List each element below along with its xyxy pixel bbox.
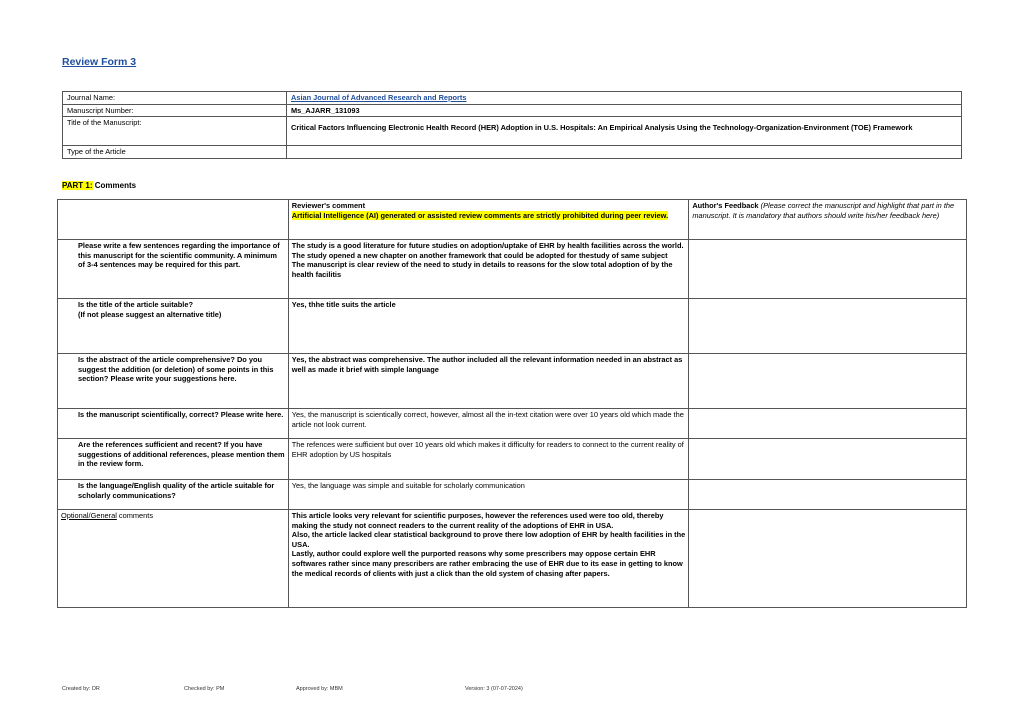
author-feedback-cell[interactable] [689,299,967,354]
journal-name-value[interactable] [287,92,962,105]
comment-line: The study is a good literature for future studies on adoption/uptake of EHR by health facilities across the world. [291,241,684,250]
footer-approved-by: Approved by: MBM [296,686,343,692]
part-label: PART 1: [62,181,93,190]
question-cell: Please write a few sentences regarding the importance of this manuscript for the scientific community. A minimum of 3-4 sentences may be required for this part. [58,240,289,299]
table-row [63,146,962,159]
author-feedback-title: Author's Feedback [692,201,759,210]
table-row [58,354,967,409]
journal-link[interactable]: Asian Journal of Advanced Research and Reports [291,93,467,102]
part-heading [62,181,136,190]
table-row [58,299,967,354]
table-row [58,240,967,299]
footer-version: Version: 3 (07-07-2024) [465,686,523,692]
author-feedback-cell[interactable] [689,409,967,439]
question-cell: Is the manuscript scientifically, correct? Please write here. [58,409,289,439]
author-header-cell [689,200,967,240]
optional-comments-label-cell [58,510,289,608]
comment-line: Also, the article lacked clear statistical background to prove there low adoption of EHR by health facilities in the USA. [291,530,686,549]
article-type-value [287,146,962,159]
page-title: Review Form 3 [62,56,137,68]
reviewer-comment-cell[interactable] [288,240,689,299]
reviewer-comment-title: Reviewer's comment [291,201,366,210]
comment-line: The manuscript is clear review of the need to study in details to reasons for the slow total adoption of by the health facilitis [291,260,673,279]
comments-table [57,199,967,608]
comment-line: The study opened a new chapter on another framework that could be adopted for thestudy of same subject [291,250,668,260]
question-cell: Are the references sufficient and recent? If you have suggestions of additional references, please mention them in the review form. [58,439,289,480]
empty-header-cell [58,200,289,240]
comment-line: Lastly, author could explore well the purported reasons why some prescribers may oppose certain EHR softwares rather since many prescribers are rather embracing the use of EHR due to its ease in getting to know the medical records of clients with just a click than the old system of chasing after papers. [291,549,683,578]
manuscript-number-value: Ms_AJARR_131093 [287,104,962,117]
author-feedback-cell[interactable] [689,439,967,480]
question-line: Is the title of the article suitable? [78,300,193,309]
footer-checked-by: Checked by: PM [184,686,225,692]
question-line: (If not please suggest an alternative title) [78,309,222,319]
table-header-row [58,200,967,240]
manuscript-title-label: Title of the Manuscript: [63,117,287,146]
reviewer-comment-cell[interactable]: The refences were sufficient but over 10 years old which makes it difficulty for readers to connect to the current reality of EHR adoption by US hospitals [288,439,689,480]
reviewer-comment-cell[interactable]: Yes, thhe title suits the article [288,299,689,354]
manuscript-number-label: Manuscript Number: [63,104,287,117]
footer-created-by: Created by: DR [62,686,100,692]
table-row [63,104,962,117]
ai-warning-text: Artificial Intelligence (AI) generated or assisted review comments are strictly prohibited during peer review. [291,210,669,220]
author-feedback-cell[interactable] [689,480,967,510]
table-row [58,480,967,510]
question-cell: Is the language/English quality of the article suitable for scholarly communications? [58,480,289,510]
manuscript-info-table [62,91,962,159]
reviewer-header-cell [288,200,689,240]
author-feedback-cell[interactable] [689,354,967,409]
table-row [63,92,962,105]
reviewer-comment-cell[interactable]: Yes, the abstract was comprehensive. The author included all the relevant information needed in an abstract as well as made it brief with simple language [288,354,689,409]
comment-line: This article looks very relevant for scientific purposes, however the references used were too old, thereby making the study not connect readers to the current reality of the adoptions of EHR in USA. [291,511,664,530]
author-feedback-cell[interactable] [689,240,967,299]
table-row [63,117,962,146]
comments-label: comments [116,511,154,520]
reviewer-comment-cell[interactable]: Yes, the language was simple and suitable for scholarly communication [288,480,689,510]
part-title: Comments [94,181,137,190]
article-type-label: Type of the Article [63,146,287,159]
question-cell [58,299,289,354]
table-row [58,510,967,608]
reviewer-comment-cell[interactable]: Yes, the manuscript is scientically correct, however, almost all the in-text citation were over 10 years old which made the article not look current. [288,409,689,439]
table-row [58,439,967,480]
author-feedback-note: (Please correct the manuscript and highlight that part in the manuscript. It is mandatory that authors should write his/her feedback here) [692,201,955,220]
optional-comment-cell[interactable] [288,510,689,608]
author-feedback-cell[interactable] [689,510,967,608]
journal-name-label: Journal Name: [63,92,287,105]
question-cell: Is the abstract of the article comprehensive? Do you suggest the addition (or deletion) of some points in this section? Please write your suggestions here. [58,354,289,409]
optional-general-label: Optional/General [61,511,117,520]
manuscript-title-value: Critical Factors Influencing Electronic Health Record (HER) Adoption in U.S. Hospitals: An Empirical Analysis Using the Technology-Organization-Environment (TOE) Framework [287,117,962,146]
table-row [58,409,967,439]
